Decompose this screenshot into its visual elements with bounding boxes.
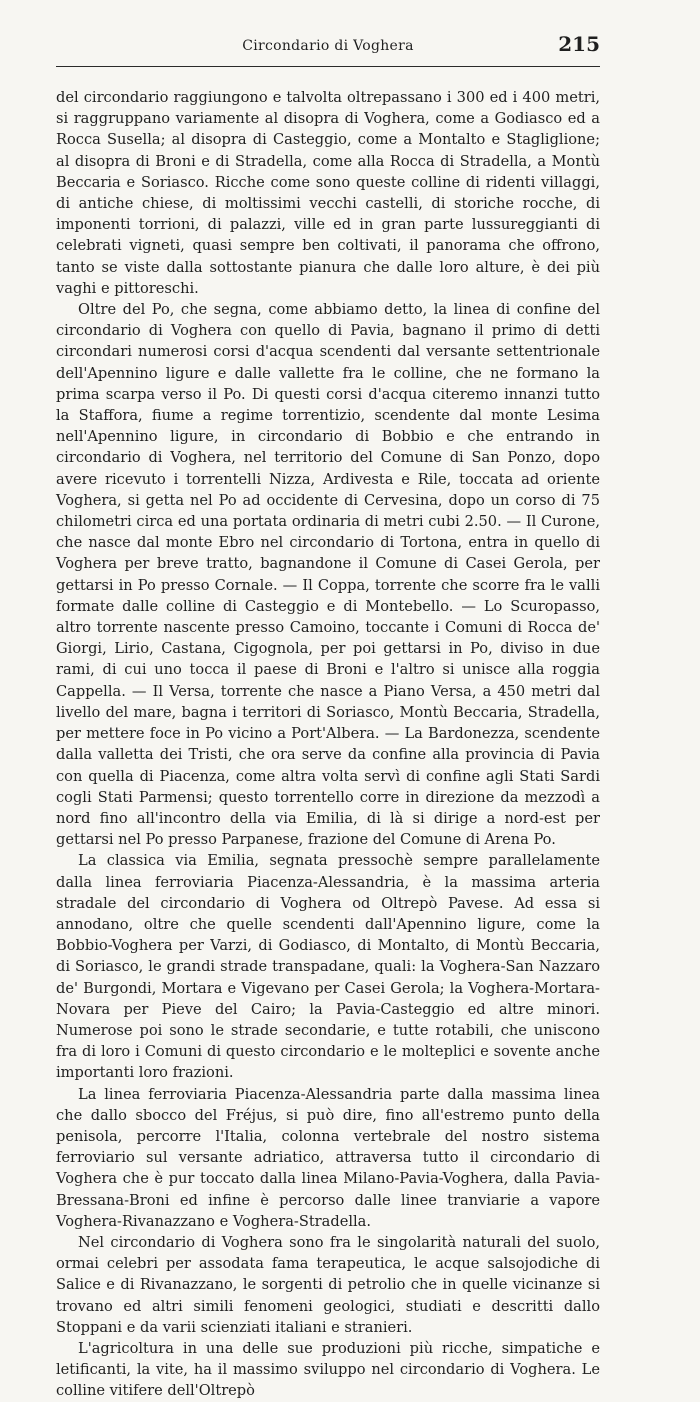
paragraph-agriculture: L'agricoltura in una delle sue produzioni più ricche, simpatiche e letificanti, la vite, ha il massimo sviluppo nel circondario di Voghera. Le colline vitifere dell'Oltrepò [56, 1339, 600, 1400]
paragraph-roads: La classica via Emilia, segnata pressochè sempre parallelamente dalla linea ferroviaria Piacenza-Alessandria, è la massima arteria stradale del circondario di Voghera od Oltrepò Pavese. Ad essa si annodano, oltre che quelle scendenti dall'Apennino ligure, come la Bobbio-Voghera per Varzi, di Godiasco, di Montalto, di Montù Beccaria, di Soriasco, le grandi strade transpadane, quali: la Voghera-San Nazzaro de' Burgondi, Mortara e Vigevano per Casei Gerola; la Voghera-Mortara-Novara per Pieve del Cairo; la Pavia-Casteggio ed altre minori. Numerose poi sono le strade secondarie, e tutte rotabili, che uniscono fra di loro i Comuni di questo circondario e le molteplici e sovente anche importanti loro frazioni. [56, 852, 600, 1082]
body-text [56, 87, 600, 1402]
running-head [56, 26, 600, 66]
running-title: Circondario di Voghera [242, 38, 414, 54]
paragraph-continuation: del circondario raggiungono e talvolta oltrepassano i 300 ed i 400 metri, si raggruppano variamente al disopra di Voghera, come a Godiasco ed a Rocca Susella; al disopra di Casteggio, come a Montalto e Stagliglione; al disopra di Broni e di Stradella, come alla Rocca di Stradella, a Montù Beccaria e Soriasco. Ricche come sono queste colline di ridenti villaggi, di antiche chiese, di moltissimi vecchi castelli, di storiche rocche, di imponenti torrioni, di palazzi, ville ed in gran parte lussureggianti di celebrati vigneti, quasi sempre ben coltivati, il panorama che offrono, tanto se viste dalla sottostante pianura che dalle loro alture, è dei più vaghi e pittoreschi. [56, 89, 600, 297]
page-number: 215 [558, 32, 600, 56]
paragraph-railway: La linea ferroviaria Piacenza-Alessandria parte dalla massima linea che dallo sbocco del Fréjus, si può dire, fino all'estremo punto della penisola, percorre l'Italia, colonna vertebrale del nostro sistema ferroviario sul versante adriatico, attraversa tutto il circondario di Voghera che è pur toccato dalla linea Milano-Pavia-Voghera, dalla Pavia-Bressana-Broni ed infine è percorso dalle linee tranviarie a vapore Voghera-Rivanazzano e Voghera-Stradella. [56, 1085, 600, 1230]
header-rule [56, 66, 600, 67]
paragraph-natural-features: Nel circondario di Voghera sono fra le singolarità naturali del suolo, ormai celebri per assodata fama terapeutica, le acque salsojodiche di Salice e di Rivanazzano, le sorgenti di petrolio che in quelle vicinanze si trovano ed altri simili fenomeni geologici, studiati e descritti dallo Stoppani e da varii scienziati italiani e stranieri. [56, 1233, 600, 1336]
paragraph-rivers: Oltre del Po, che segna, come abbiamo detto, la linea di confine del circondario di Voghera con quello di Pavia, bagnano il primo di detti circondari numerosi corsi d'acqua scendenti dal versante settentrionale dell'Apennino ligure e dalle vallette fra le colline, che ne formano la prima scarpa verso il Po. Di questi corsi d'acqua citeremo innanzi tutto la Staffora, fiume a regime torrentizio, scendente dal monte Lesima nell'Apennino ligure, in circondario di Bobbio e che entrando in circondario di Voghera, nel territorio del Comune di San Ponzo, dopo avere ricevuto i torrentelli Nizza, Ardivesta e Rile, toccata ad oriente Voghera, si getta nel Po ad occidente di Cervesina, dopo un corso di 75 chilometri circa ed una portata ordinaria di metri cubi 2.50. — Il Curone, che nasce dal monte Ebro nel circondario di Tortona, entra in quello di Voghera per breve tratto, bagnandone il Comune di Casei Gerola, per gettarsi in Po presso Cornale. — Il Coppa, torrente che scorre fra le valli formate dalle colline di Casteggio e di Montebello. — Lo Scuropasso, altro torrente nascente presso Camoino, toccante i Comuni di Rocca de' Giorgi, Lirio, Castana, Cigognola, per poi gettarsi in Po, diviso in due rami, di cui uno tocca il paese di Broni e l'altro si unisce alla roggia Cappella. — Il Versa, torrente che nasce a Piano Versa, a 450 metri dal livello del mare, bagna i territori di Soriasco, Montù Beccaria, Stradella, per mettere foce in Po vicino a Port'Albera. — La Bardonezza, scendente dalla valletta dei Tristi, che ora serve da confine alla provincia di Pavia con quella di Piacenza, come altra volta servì di confine agli Stati Sardi cogli Stati Parmensi; questo torrentello corre in direzione da mezzodì a nord fino all'incontro della via Emilia, di là si dirige a nord-est per gettarsi nel Po presso Parpanese, frazione del Comune di Arena Po. [56, 301, 600, 849]
